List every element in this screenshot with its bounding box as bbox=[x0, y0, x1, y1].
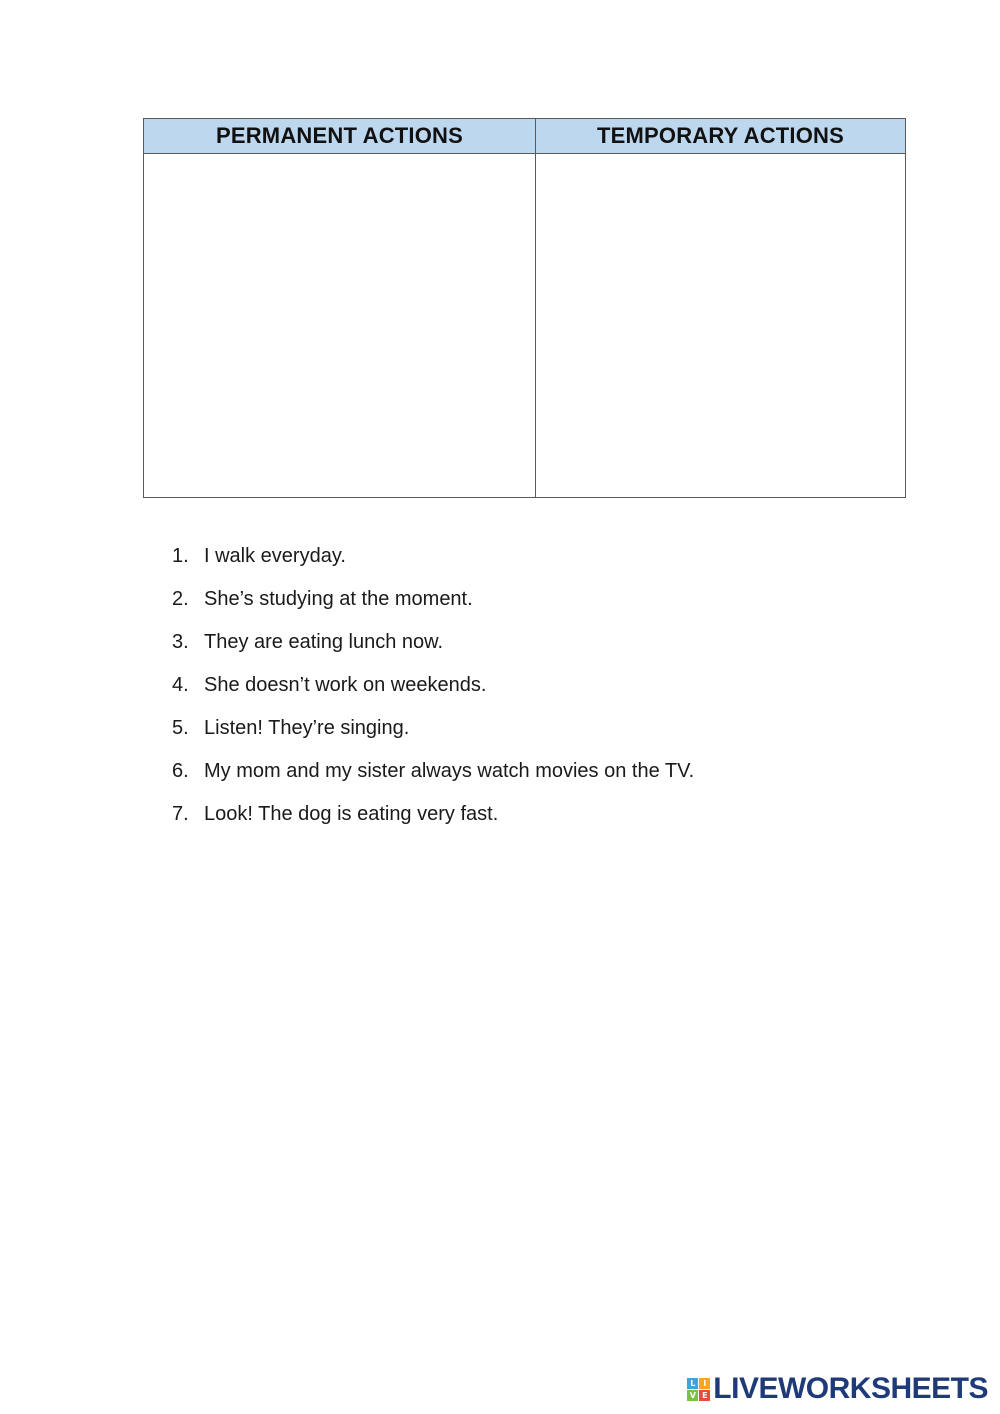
sorting-table bbox=[143, 118, 906, 498]
liveworksheets-logo-icon bbox=[687, 1378, 710, 1401]
sentence-number: 6. bbox=[172, 760, 189, 782]
brand-name: LIVEWORKSHEETS bbox=[713, 1372, 988, 1405]
temporary-actions-drop-area[interactable] bbox=[536, 154, 905, 497]
logo-tile: L bbox=[687, 1378, 698, 1389]
sentence-number: 5. bbox=[172, 717, 189, 739]
permanent-actions-drop-area[interactable] bbox=[144, 154, 536, 497]
logo-tile: E bbox=[699, 1390, 710, 1401]
logo-tile: V bbox=[687, 1390, 698, 1401]
sentence-text: My mom and my sister always watch movies on the TV. bbox=[204, 760, 695, 782]
sentence-text: I walk everyday. bbox=[204, 545, 346, 567]
sentence-number: 1. bbox=[172, 545, 189, 567]
sentence-number: 2. bbox=[172, 588, 189, 610]
sentence-item[interactable] bbox=[172, 664, 694, 707]
sentence-text: They are eating lunch now. bbox=[204, 631, 444, 653]
sentence-item[interactable] bbox=[172, 750, 694, 793]
sentence-item[interactable] bbox=[172, 707, 694, 750]
permanent-actions-header: PERMANENT ACTIONS bbox=[144, 119, 536, 154]
sentence-item[interactable] bbox=[172, 535, 694, 578]
sentence-number: 3. bbox=[172, 631, 189, 653]
sentence-number: 4. bbox=[172, 674, 189, 696]
logo-tile: I bbox=[699, 1378, 710, 1389]
temporary-actions-header: TEMPORARY ACTIONS bbox=[536, 119, 905, 154]
sentence-text: She doesn’t work on weekends. bbox=[204, 674, 487, 696]
sentence-text: Listen! They’re singing. bbox=[204, 717, 410, 739]
sentence-item[interactable] bbox=[172, 621, 694, 664]
sentence-text: Look! The dog is eating very fast. bbox=[204, 803, 499, 825]
sentence-item[interactable] bbox=[172, 793, 694, 836]
sentence-list bbox=[172, 535, 694, 836]
sentence-number: 7. bbox=[172, 803, 189, 825]
liveworksheets-brand bbox=[687, 1372, 988, 1406]
sentence-text: She’s studying at the moment. bbox=[204, 588, 473, 610]
sentence-item[interactable] bbox=[172, 578, 694, 621]
